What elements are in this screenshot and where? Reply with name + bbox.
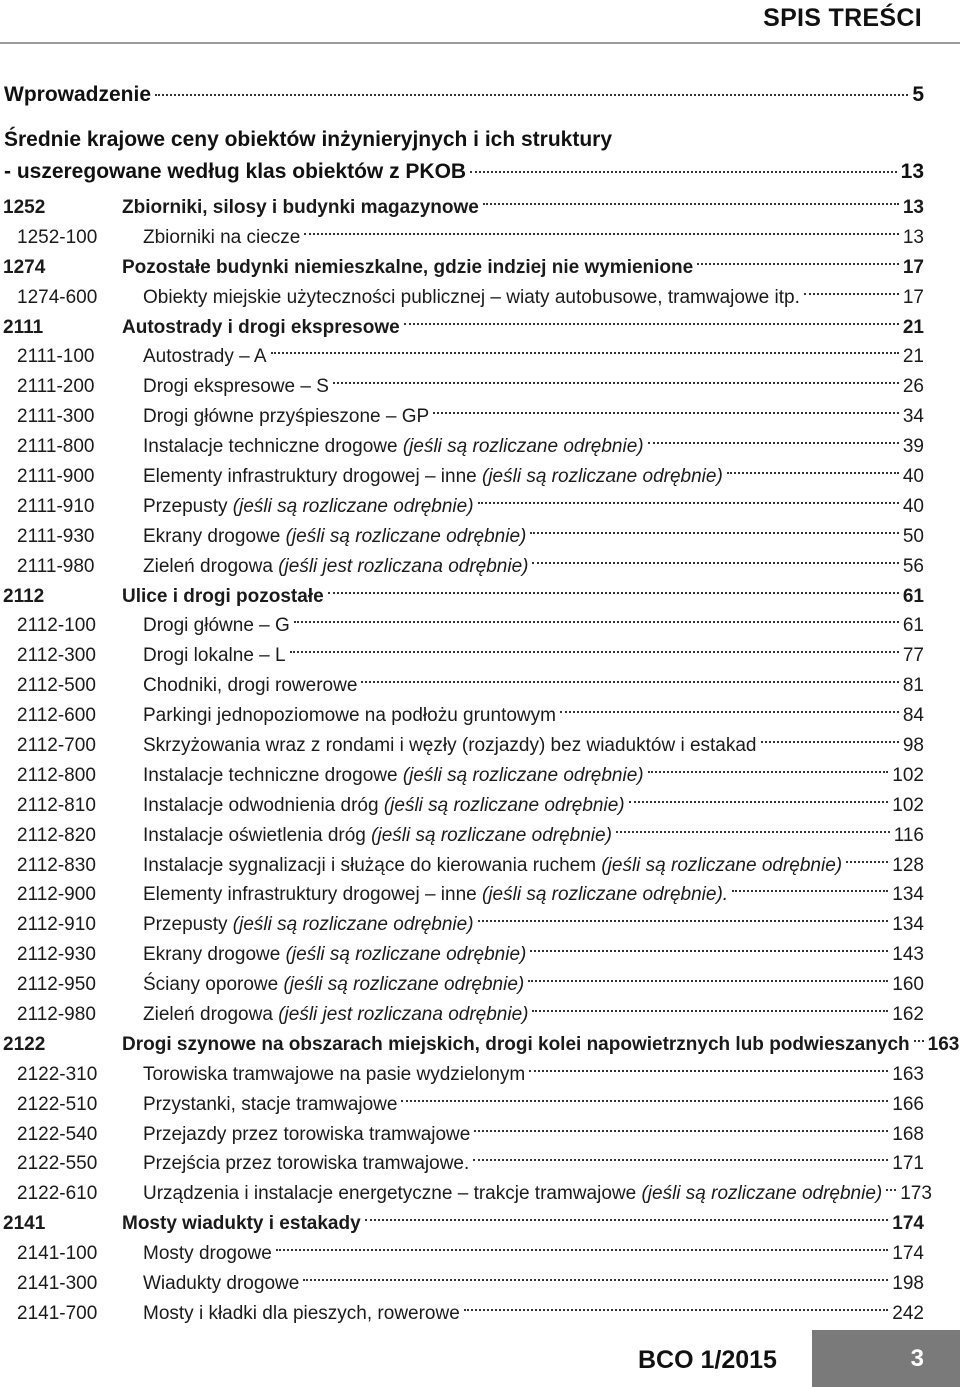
entry-page: 171 xyxy=(892,1153,924,1175)
dot-leader xyxy=(648,442,899,444)
page-header-title: SPIS TREŚCI xyxy=(763,4,922,32)
entry-title-text: Ekrany drogowe xyxy=(143,525,286,547)
dot-leader xyxy=(528,980,888,982)
entry-title xyxy=(122,914,474,936)
entry-code: 2111-100 xyxy=(17,346,95,368)
toc-sub-entry[interactable] xyxy=(0,1179,932,1209)
toc-sub-entry[interactable] xyxy=(0,611,924,641)
dot-leader xyxy=(304,233,899,235)
toc-sub-entry[interactable] xyxy=(0,342,924,372)
entry-code: 2112-980 xyxy=(17,1003,96,1025)
entry-title xyxy=(122,855,842,877)
entry-page: 98 xyxy=(902,734,924,756)
dot-leader xyxy=(328,592,899,594)
dot-leader xyxy=(727,472,899,474)
entry-code: 2112-930 xyxy=(17,944,96,966)
toc-sub-entry[interactable] xyxy=(0,522,924,552)
entry-title-text: Zbiorniki na ciecze xyxy=(143,226,301,248)
entry-code: 2111 xyxy=(3,316,44,338)
dot-leader xyxy=(303,1279,888,1281)
toc-intro-entry[interactable] xyxy=(4,83,924,107)
entry-page: 143 xyxy=(892,944,924,966)
entry-page: 166 xyxy=(892,1093,924,1115)
toc-sub-entry[interactable] xyxy=(0,1120,924,1150)
entry-title-text: Instalacje sygnalizacji i służące do kierowania ruchem xyxy=(143,854,602,876)
dot-leader xyxy=(483,203,899,205)
page-number: 3 xyxy=(910,1344,924,1372)
entry-title-note: (jeśli są rozliczane odrębnie) xyxy=(601,854,843,876)
toc-main-entry[interactable] xyxy=(0,313,924,343)
entry-title xyxy=(122,257,693,279)
entry-page: 163 xyxy=(927,1033,960,1055)
dot-leader xyxy=(276,1249,888,1251)
entry-title-text: Drogi główne – G xyxy=(143,615,290,637)
entry-title-text: Autostrady – A xyxy=(143,346,267,368)
entry-title-text: Pozostałe budynki niemieszkalne, gdzie indziej nie wymienione xyxy=(122,256,694,278)
entry-title xyxy=(122,1004,528,1026)
entry-page: 40 xyxy=(902,465,924,487)
entry-page: 174 xyxy=(892,1213,924,1235)
dot-leader xyxy=(529,1070,888,1072)
entry-code: 1252 xyxy=(3,196,46,218)
entry-title-text: Drogi ekspresowe – S xyxy=(143,376,329,398)
entry-code: 2112-830 xyxy=(17,854,96,876)
entry-title xyxy=(122,705,556,727)
entry-title xyxy=(122,1303,460,1325)
toc-sub-entry[interactable] xyxy=(0,462,924,492)
entry-page: 13 xyxy=(902,196,924,218)
entry-title-note: (jeśli są rozliczane odrębnie) xyxy=(283,974,525,996)
toc-sub-entry[interactable] xyxy=(0,851,924,881)
entry-code: 2111-800 xyxy=(17,436,95,458)
entry-page: 39 xyxy=(902,436,924,458)
dot-leader xyxy=(433,412,899,414)
entry-code: 2112-100 xyxy=(17,615,96,637)
entry-title xyxy=(122,1183,882,1205)
entry-page: 116 xyxy=(893,824,924,846)
entry-title xyxy=(122,197,479,219)
toc-sub-entry[interactable] xyxy=(0,641,924,671)
dot-leader xyxy=(804,293,899,295)
entry-title xyxy=(122,675,357,697)
dot-leader xyxy=(697,263,899,265)
entry-title-text: Przejazdy przez torowiska tramwajowe xyxy=(143,1123,471,1145)
entry-code: 2112-910 xyxy=(17,914,96,936)
entry-title xyxy=(122,406,429,428)
section-title-line1: Średnie krajowe ceny obiektów inżynieryjnych i ich struktury xyxy=(4,128,613,151)
entry-title xyxy=(122,944,526,966)
entry-page: 26 xyxy=(902,376,924,398)
entry-code: 2111-900 xyxy=(17,465,95,487)
dot-leader xyxy=(846,861,888,863)
entry-page: 102 xyxy=(892,764,924,786)
entry-title-text: Mosty wiadukty i estakady xyxy=(122,1213,361,1235)
entry-title-text: Zieleń drogowa xyxy=(143,1003,279,1025)
entry-page: 134 xyxy=(892,914,924,936)
dot-leader xyxy=(530,532,899,534)
entry-code: 2111-980 xyxy=(17,555,95,577)
entry-code: 2122-540 xyxy=(17,1123,98,1145)
entry-code: 2112 xyxy=(3,585,45,607)
entry-code: 2122-550 xyxy=(17,1153,98,1175)
dot-leader xyxy=(914,1040,924,1042)
entry-title xyxy=(122,645,286,667)
toc-main-entry[interactable] xyxy=(0,253,924,283)
dot-leader xyxy=(532,1010,888,1012)
entry-title-text: Instalacje odwodnienia dróg xyxy=(143,794,384,816)
entry-code: 1274 xyxy=(3,256,46,278)
toc-main-entry[interactable] xyxy=(0,193,924,223)
toc-sub-entry[interactable] xyxy=(0,970,924,1000)
toc-sub-entry[interactable] xyxy=(0,880,924,910)
entry-title-text: Ściany oporowe xyxy=(143,974,284,996)
dot-leader xyxy=(648,771,889,773)
entry-title xyxy=(122,1243,272,1265)
dot-leader xyxy=(761,741,899,743)
entry-title xyxy=(122,1094,397,1116)
dot-leader xyxy=(886,1189,896,1191)
entry-title-text: Wiadukty drogowe xyxy=(143,1273,300,1294)
entry-title-text: Mosty i kładki dla pieszych, rowerowe xyxy=(143,1302,460,1324)
toc-sub-entry[interactable] xyxy=(0,1090,924,1120)
toc-sub-entry[interactable] xyxy=(0,821,924,851)
intro-title: Wprowadzenie xyxy=(4,83,152,106)
dot-leader xyxy=(401,1100,888,1102)
entry-code: 2112-900 xyxy=(17,884,96,906)
entry-title xyxy=(122,1153,469,1175)
dot-leader xyxy=(474,1130,888,1132)
header-divider xyxy=(0,42,960,44)
entry-code: 2111-200 xyxy=(17,376,95,398)
entry-code: 2112-810 xyxy=(17,794,96,816)
entry-page: 242 xyxy=(892,1302,924,1324)
entry-code: 2141-100 xyxy=(17,1243,98,1265)
toc-sub-entry[interactable] xyxy=(0,283,924,313)
toc-sub-entry[interactable] xyxy=(0,671,924,701)
entry-code: 2111-930 xyxy=(17,525,95,547)
entry-page: 134 xyxy=(892,884,924,906)
dot-leader xyxy=(290,651,899,653)
entry-title xyxy=(122,346,267,368)
entry-title xyxy=(122,436,644,458)
entry-page: 56 xyxy=(902,555,924,577)
entry-code: 2122 xyxy=(3,1033,46,1055)
entry-title-text: Instalacje techniczne drogowe xyxy=(143,764,403,786)
entry-title xyxy=(122,586,324,608)
entry-title xyxy=(122,735,757,757)
entry-title xyxy=(122,795,625,817)
toc-sub-entry[interactable] xyxy=(0,372,924,402)
entry-page: 163 xyxy=(892,1063,924,1085)
entry-code: 2141-300 xyxy=(17,1273,98,1294)
entry-title xyxy=(122,287,800,309)
entry-title xyxy=(122,1213,361,1235)
toc-sub-entry[interactable] xyxy=(0,791,924,821)
entry-code: 2122-510 xyxy=(17,1093,98,1115)
dot-leader xyxy=(530,950,888,952)
dot-leader xyxy=(560,711,899,713)
entry-title xyxy=(122,825,612,847)
entry-code: 2111-300 xyxy=(17,406,95,428)
entry-title-text: Elementy infrastruktury drogowej – inne xyxy=(143,884,482,906)
entry-page: 17 xyxy=(902,256,924,278)
entry-title-text: Elementy infrastruktury drogowej – inne xyxy=(143,465,482,487)
toc-list xyxy=(0,193,960,1329)
entry-title xyxy=(122,765,644,787)
entry-title-note: (jeśli są rozliczane odrębnie) xyxy=(641,1183,883,1205)
entry-title-text: Parkingi jednopoziomowe na podłożu gruntowym xyxy=(143,705,556,727)
entry-title-text: Drogi lokalne – L xyxy=(143,645,286,667)
entry-page: 13 xyxy=(902,226,924,248)
dot-leader xyxy=(333,382,899,384)
entry-page: 198 xyxy=(892,1273,924,1294)
entry-page: 162 xyxy=(892,1003,924,1025)
toc-main-entry[interactable] xyxy=(0,582,924,612)
toc-sub-entry[interactable] xyxy=(0,1060,924,1090)
entry-page: 40 xyxy=(902,495,924,517)
entry-title-text: Obiekty miejskie użyteczności publicznej – wiaty autobusowe, tramwajowe itp. xyxy=(143,286,800,308)
entry-page: 50 xyxy=(902,525,924,547)
entry-title xyxy=(122,466,723,488)
dot-leader xyxy=(478,920,889,922)
toc-sub-entry[interactable] xyxy=(0,761,924,791)
toc-sub-entry[interactable] xyxy=(0,492,924,522)
dot-leader xyxy=(155,94,908,96)
section-title-line2: - uszeregowane według klas obiektów z PKOB xyxy=(4,160,467,183)
entry-page: 102 xyxy=(892,794,924,816)
entry-page: 34 xyxy=(902,406,924,428)
entry-title-text: Drogi szynowe na obszarach miejskich, drogi kolei napowietrznych lub podwieszanych xyxy=(122,1033,910,1055)
entry-title-text: Drogi główne przyśpieszone – GP xyxy=(143,406,430,428)
toc-main-entry[interactable] xyxy=(0,1209,924,1239)
toc-sub-entry[interactable] xyxy=(0,940,924,970)
entry-title-text: Zieleń drogowa xyxy=(143,555,279,577)
entry-page: 168 xyxy=(892,1123,924,1145)
toc-sub-entry[interactable] xyxy=(0,402,924,432)
entry-title xyxy=(122,1273,299,1295)
entry-title-text: Ekrany drogowe xyxy=(143,944,286,966)
entry-title-text: Skrzyżowania wraz z rondami i węzły (rozjazdy) bez wiaduktów i estakad xyxy=(143,734,757,756)
dot-leader xyxy=(532,562,898,564)
entry-title xyxy=(122,1064,525,1086)
entry-code: 2141 xyxy=(3,1213,46,1235)
entry-title xyxy=(122,1124,470,1146)
entry-page: 173 xyxy=(900,1183,932,1205)
entry-title-text: Instalacje oświetlenia dróg xyxy=(143,824,372,846)
entry-code: 1252-100 xyxy=(17,226,98,248)
dot-leader xyxy=(294,621,899,623)
page-number-box xyxy=(812,1330,960,1387)
entry-title-text: Torowiska tramwajowe na pasie wydzielonym xyxy=(143,1063,526,1085)
entry-title-text: Zbiorniki, silosy i budynki magazynowe xyxy=(122,196,479,218)
entry-title-text: Przepusty xyxy=(143,914,233,936)
toc-sub-entry[interactable] xyxy=(0,432,924,462)
entry-code: 2112-500 xyxy=(17,675,96,697)
toc-sub-entry[interactable] xyxy=(0,910,924,940)
toc-sub-entry[interactable] xyxy=(0,1150,924,1180)
entry-code: 2111-910 xyxy=(17,495,95,517)
entry-title-note: (jeśli są rozliczane odrębnie) xyxy=(371,824,612,846)
entry-title xyxy=(122,1034,910,1056)
section-page: 13 xyxy=(900,160,924,183)
entry-page: 81 xyxy=(902,675,924,697)
entry-title xyxy=(122,496,474,518)
entry-title-text: Przystanki, stacje tramwajowe xyxy=(143,1093,398,1115)
entry-page: 174 xyxy=(892,1243,924,1265)
toc-sub-entry[interactable] xyxy=(0,701,924,731)
entry-page: 61 xyxy=(902,585,924,607)
entry-page: 160 xyxy=(892,974,924,996)
toc-sub-entry[interactable] xyxy=(0,552,924,582)
entry-title-note: (jeśli są rozliczane odrębnie) xyxy=(232,495,474,517)
entry-title-note: (jeśli jest rozliczana odrębnie) xyxy=(278,1003,529,1025)
entry-title-text: Chodniki, drogi rowerowe xyxy=(143,675,358,697)
dot-leader xyxy=(478,502,899,504)
entry-code: 2112-600 xyxy=(17,705,96,727)
entry-code: 2141-700 xyxy=(17,1302,98,1324)
entry-code: 1274-600 xyxy=(17,286,98,308)
entry-page: 21 xyxy=(902,346,924,368)
entry-title xyxy=(122,376,329,398)
dot-leader xyxy=(732,890,888,892)
section-title-entry[interactable] xyxy=(4,160,924,184)
dot-leader xyxy=(470,171,897,173)
dot-leader xyxy=(616,831,890,833)
entry-title-note: (jeśli są rozliczane odrębnie) xyxy=(232,914,474,936)
dot-leader xyxy=(464,1309,889,1311)
entry-page: 17 xyxy=(902,286,924,308)
entry-title-note: (jeśli są rozliczane odrębnie) xyxy=(383,794,625,816)
entry-title-note: (jeśli są rozliczane odrębnie) xyxy=(482,465,723,487)
entry-title-text: Ulice i drogi pozostałe xyxy=(122,585,324,607)
toc-main-entry[interactable] xyxy=(0,1030,960,1060)
entry-code: 2112-950 xyxy=(17,974,96,996)
dot-leader xyxy=(361,681,898,683)
toc-sub-entry[interactable] xyxy=(0,731,924,761)
entry-title-note: (jeśli są rozliczane odrębnie) xyxy=(402,436,644,458)
entry-title-note: (jeśli są rozliczane odrębnie) xyxy=(285,525,527,547)
entry-page: 61 xyxy=(902,615,924,637)
entry-code: 2122-310 xyxy=(17,1063,98,1085)
dot-leader xyxy=(365,1219,889,1221)
entry-title xyxy=(122,615,290,637)
entry-title-text: Autostrady i drogi ekspresowe xyxy=(122,316,400,338)
entry-title-note: (jeśli są rozliczane odrębnie). xyxy=(482,884,729,906)
publication-label: BCO 1/2015 xyxy=(638,1346,777,1374)
toc-sub-entry[interactable] xyxy=(0,1269,924,1299)
toc-sub-entry[interactable] xyxy=(0,1239,924,1269)
dot-leader xyxy=(404,323,899,325)
entry-title-note: (jeśli jest rozliczana odrębnie) xyxy=(278,555,529,577)
toc-sub-entry[interactable] xyxy=(0,223,924,253)
entry-code: 2122-610 xyxy=(17,1183,98,1205)
entry-code: 2112-700 xyxy=(17,734,96,756)
entry-title xyxy=(122,974,524,996)
entry-page: 128 xyxy=(892,854,924,876)
toc-sub-entry[interactable] xyxy=(0,1299,924,1329)
entry-page: 84 xyxy=(902,705,924,727)
entry-title xyxy=(122,526,526,548)
entry-title-note: (jeśli są rozliczane odrębnie) xyxy=(285,944,527,966)
entry-title xyxy=(122,227,300,249)
dot-leader xyxy=(629,801,889,803)
entry-title-text: Urządzenia i instalacje energetyczne – trakcje tramwajowe xyxy=(143,1183,642,1205)
entry-title xyxy=(122,884,728,906)
entry-page: 21 xyxy=(902,316,924,338)
entry-code: 2112-300 xyxy=(17,645,96,667)
intro-page: 5 xyxy=(912,83,924,106)
entry-code: 2112-800 xyxy=(17,764,96,786)
toc-sub-entry[interactable] xyxy=(0,1000,924,1030)
entry-title-note: (jeśli są rozliczane odrębnie) xyxy=(402,764,644,786)
entry-title xyxy=(122,317,400,339)
entry-title-text: Instalacje techniczne drogowe xyxy=(143,436,403,458)
entry-page: 77 xyxy=(902,645,924,667)
entry-title-text: Przejścia przez torowiska tramwajowe. xyxy=(143,1153,470,1175)
entry-title xyxy=(122,556,528,578)
dot-leader xyxy=(473,1159,888,1161)
dot-leader xyxy=(271,352,899,354)
entry-title-text: Przepusty xyxy=(143,495,233,517)
entry-title-text: Mosty drogowe xyxy=(143,1243,272,1265)
entry-code: 2112-820 xyxy=(17,824,96,846)
